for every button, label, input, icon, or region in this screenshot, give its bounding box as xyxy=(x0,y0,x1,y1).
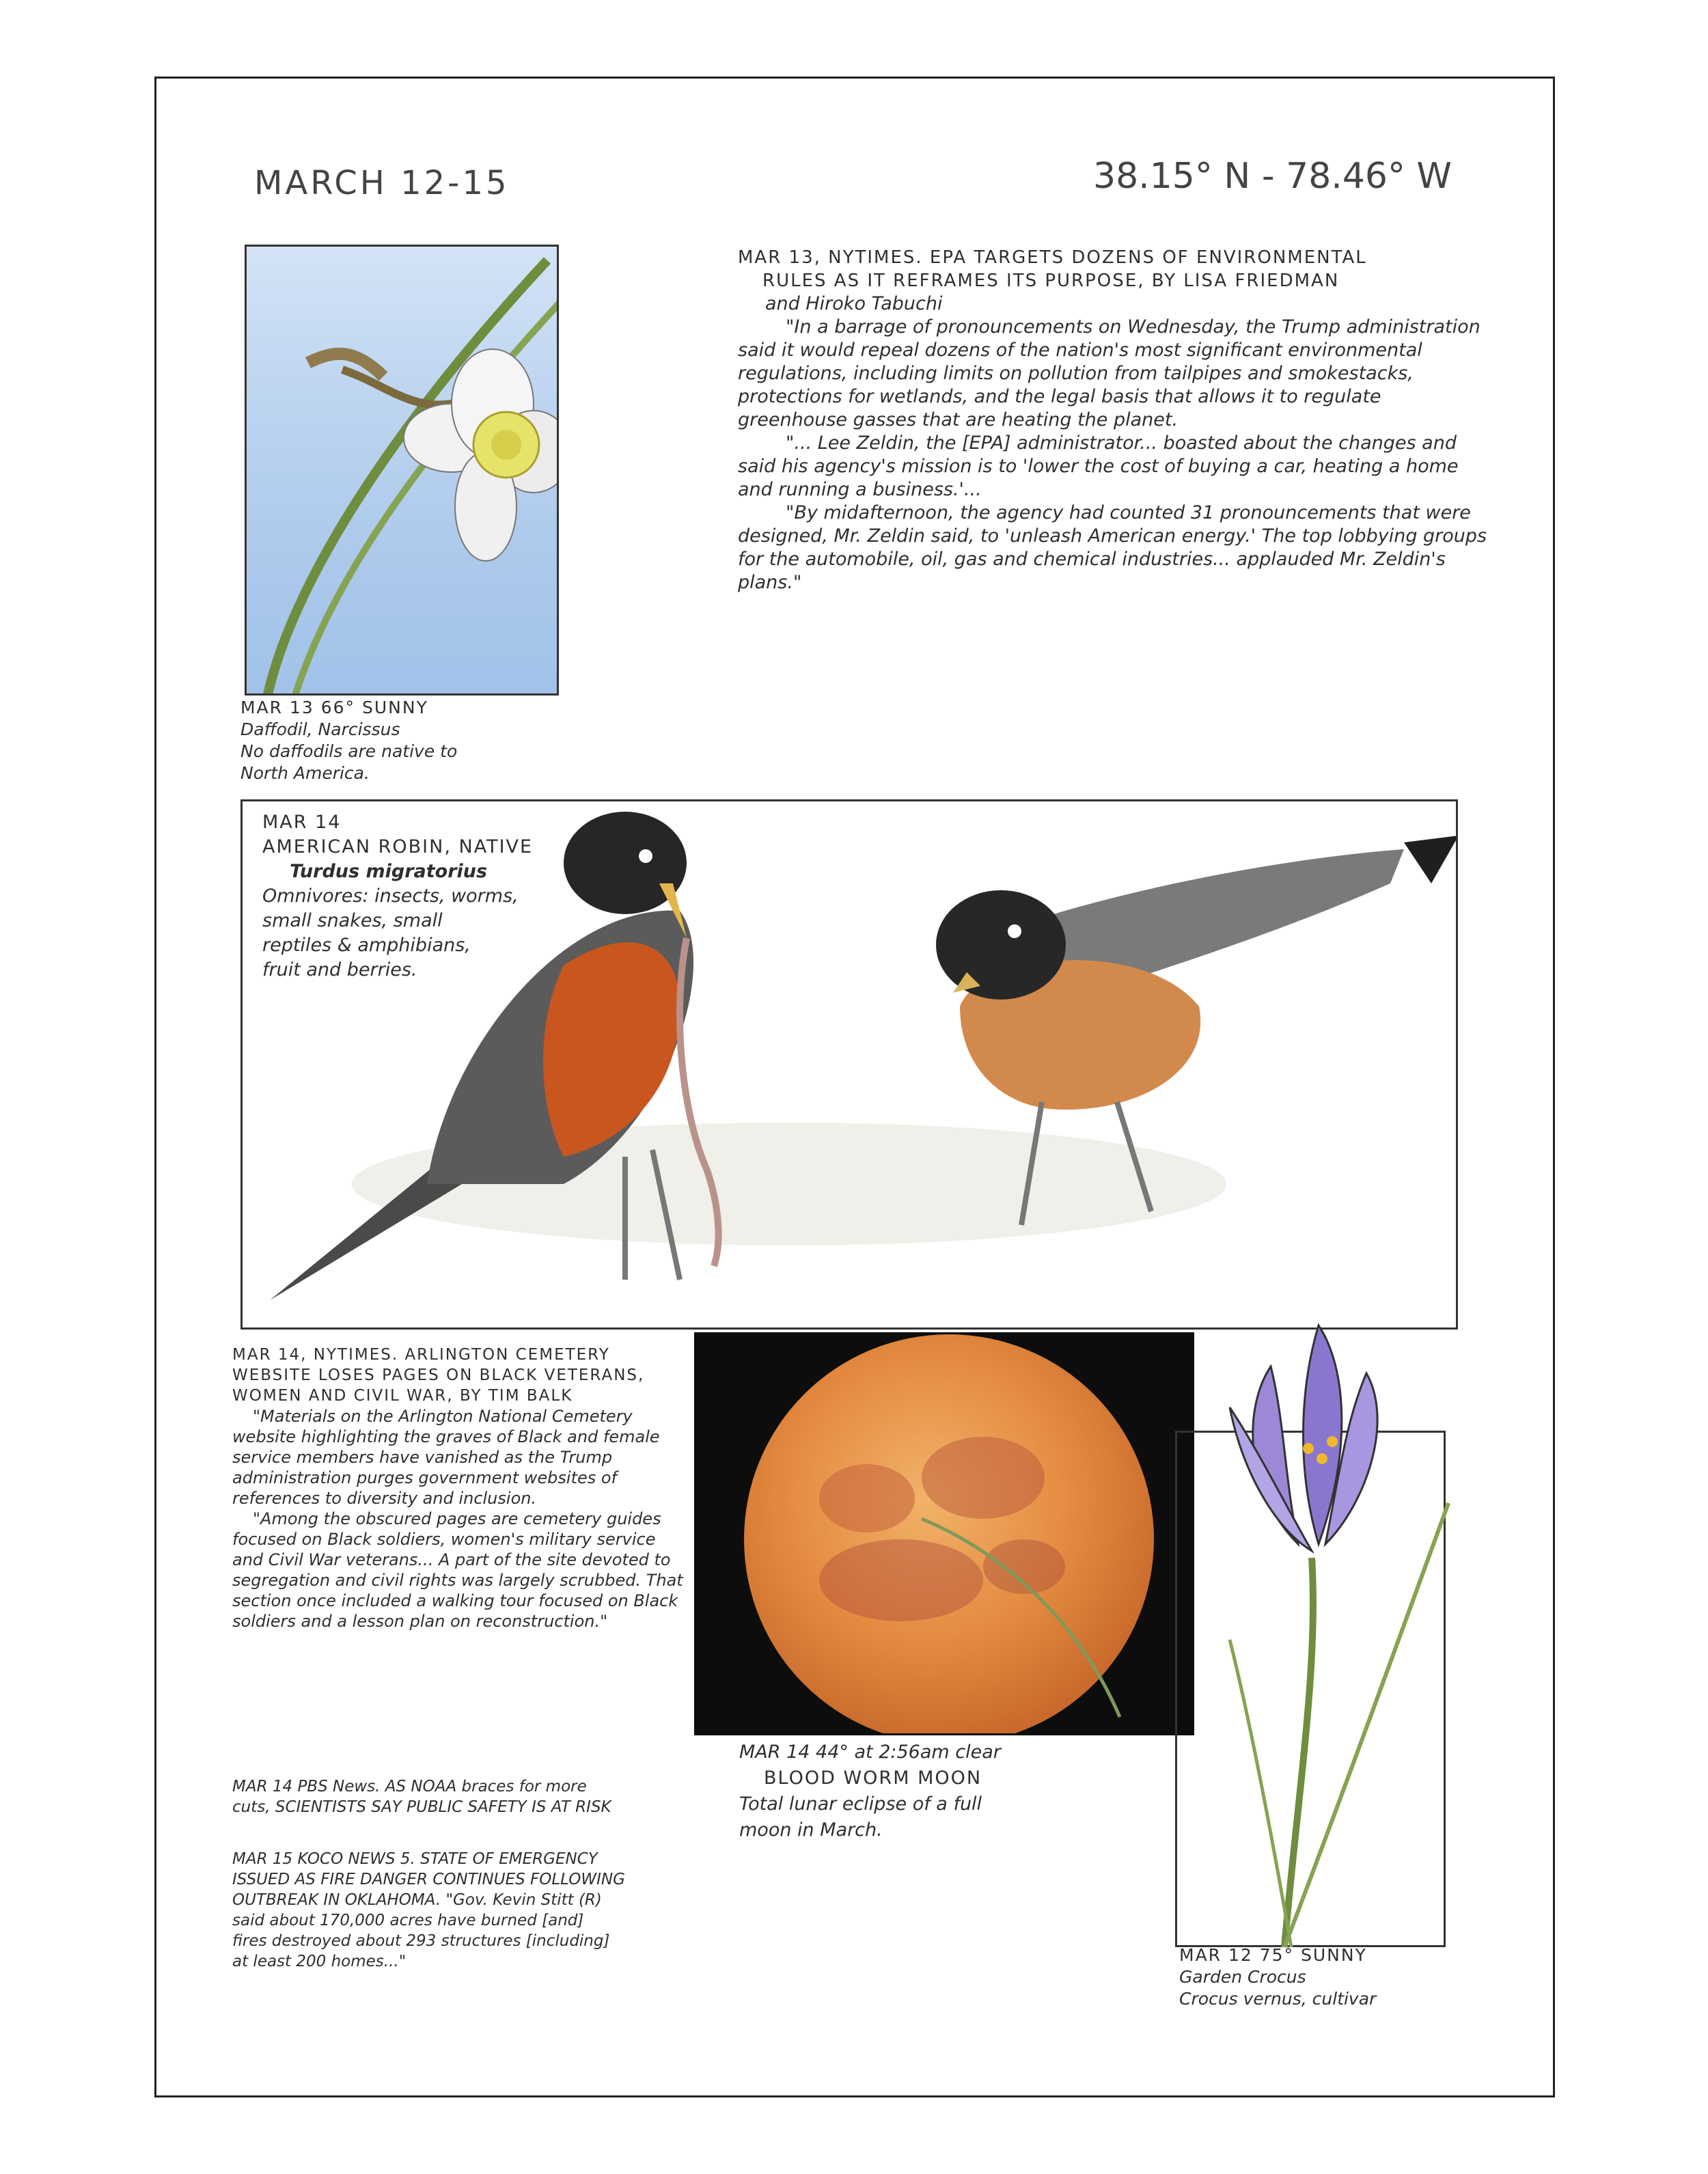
daffodil-painting xyxy=(245,245,559,696)
arlington-article xyxy=(232,1345,683,1632)
moon-date: MAR 14 44° at 2:56am clear xyxy=(739,1742,1001,1763)
daffodil-note-2: North America. xyxy=(240,763,370,783)
daffodil-date: MAR 13 66° SUNNY xyxy=(240,698,428,717)
coordinates-title: 38.15° N - 78.46° W xyxy=(1093,156,1452,197)
oklahoma-line-6: at least 200 homes..." xyxy=(232,1953,407,1970)
crocus-latin: Crocus vernus, cultivar xyxy=(1179,1989,1377,2009)
robin-latin: Turdus migratorius xyxy=(290,861,488,882)
date-range-title: MARCH 12-15 xyxy=(254,164,510,202)
oklahoma-line-1: MAR 15 KOCO NEWS 5. STATE OF EMERGENCY xyxy=(232,1850,598,1868)
robin-diet-4: fruit and berries. xyxy=(262,959,417,980)
robin-diet-1: Omnivores: insects, worms, xyxy=(262,885,519,907)
moon-note-1: Total lunar eclipse of a full xyxy=(739,1793,982,1815)
epa-headline-1: MAR 13, NYTIMES. EPA TARGETS DOZENS OF ENVIRONMENTAL xyxy=(738,247,1367,268)
arlington-paragraph-1: "Materials on the Arlington National Cemetery website highlighting the graves of Black and female service members have vanished as the Trump administration purges government websites of references to diversity and inclusion. xyxy=(232,1407,660,1508)
arlington-headline-3: WOMEN AND CIVIL WAR, BY TIM BALK xyxy=(232,1387,573,1405)
crocus-name: Garden Crocus xyxy=(1179,1967,1306,1987)
daffodil-caption xyxy=(240,697,457,784)
oklahoma-line-3: OUTBREAK IN OKLAHOMA. "Gov. Kevin Stitt (R) xyxy=(232,1891,602,1909)
robin-diet-3: reptiles & amphibians, xyxy=(262,935,471,956)
crocus-caption xyxy=(1179,1944,1376,2010)
robin-date: MAR 14 xyxy=(262,812,342,833)
moon-note-2: moon in March. xyxy=(739,1819,883,1841)
robin-caption xyxy=(262,810,533,982)
moon-caption xyxy=(739,1739,1001,1843)
epa-paragraph-1: "In a barrage of pronouncements on Wednesday, the Trump administration said it would repeal dozens of the nation's most significant environmental regulations, including limits on pollution from tailpipes and smokestacks, protections for wetlands, and the legal basis that allows it to regulate greenhouse gasses that are heating the planet. xyxy=(738,316,1480,430)
oklahoma-line-5: fires destroyed about 293 structures [including] xyxy=(232,1932,610,1950)
epa-article xyxy=(738,246,1489,594)
daffodil-note-1: No daffodils are native to xyxy=(240,741,458,761)
crocus-illustration xyxy=(1161,1312,1462,1954)
crocus-date: MAR 12 75° SUNNY xyxy=(1179,1945,1367,1965)
epa-headline-2: RULES AS IT REFRAMES ITS PURPOSE, BY LISA FRIEDMAN xyxy=(762,271,1340,291)
epa-paragraph-3: "By midafternoon, the agency had counted 31 pronouncements that were designed, Mr. Zeldin said, to 'unleash American energy.' The top lobbying groups for the automobile, oil, gas and chemical industries... applauded Mr. Zeldin's plans." xyxy=(738,502,1487,593)
blood-moon-painting xyxy=(694,1332,1194,1735)
oklahoma-note xyxy=(232,1849,625,1972)
epa-paragraph-2: "... Lee Zeldin, the [EPA] administrator... boasted about the changes and said his agency's mission is to 'lower the cost of buying a car, heating a home and running a business.'... xyxy=(738,432,1459,500)
oklahoma-line-4: said about 170,000 acres have burned [and] xyxy=(232,1912,584,1929)
oklahoma-line-2: ISSUED AS FIRE DANGER CONTINUES FOLLOWING xyxy=(232,1871,625,1888)
daffodil-name: Daffodil, Narcissus xyxy=(240,719,400,739)
robin-name: AMERICAN ROBIN, NATIVE xyxy=(262,836,534,857)
robin-diet-2: small snakes, small xyxy=(262,910,443,931)
arlington-paragraph-2: "Among the obscured pages are cemetery guides focused on Black soldiers, women's military service and Civil War veterans... A part of the site devoted to segregation and civil rights was largely scrubbed. That section once included a walking tour focused on Black soldiers and a lesson plan on reconstruction." xyxy=(232,1509,683,1631)
noaa-line-2: cuts, SCIENTISTS SAY PUBLIC SAFETY IS AT RISK xyxy=(232,1798,611,1816)
noaa-note xyxy=(232,1776,611,1817)
noaa-line-1: MAR 14 PBS News. AS NOAA braces for more xyxy=(232,1778,587,1795)
moon-name: BLOOD WORM MOON xyxy=(764,1767,982,1789)
arlington-headline-1: MAR 14, NYTIMES. ARLINGTON CEMETERY xyxy=(232,1346,610,1364)
arlington-headline-2: WEBSITE LOSES PAGES ON BLACK VETERANS, xyxy=(232,1366,645,1384)
epa-byline: and Hiroko Tabuchi xyxy=(765,293,943,314)
